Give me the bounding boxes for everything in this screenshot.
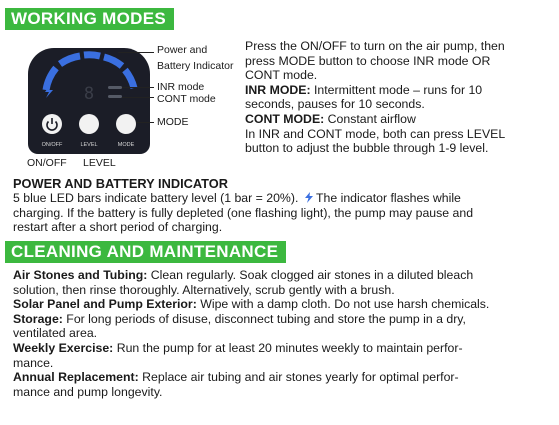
working-modes-banner bbox=[5, 8, 174, 30]
air-stones-line-2: solution, then rinse thoroughly. Alternatively, scrub gently with a brush. bbox=[13, 282, 395, 297]
leader-inr bbox=[122, 87, 154, 88]
level-callout: LEVEL bbox=[83, 157, 116, 169]
working-modes-title: WORKING MODES bbox=[11, 9, 167, 28]
leader-power-battery bbox=[118, 52, 154, 53]
cont-mode-callout: CONT mode bbox=[157, 93, 216, 105]
storage-label: Storage: bbox=[13, 311, 63, 326]
control-panel-graphic bbox=[28, 48, 150, 154]
solar-panel-text-1: Wipe with a damp cloth. Do not use harsh chemicals. bbox=[196, 297, 490, 312]
cont-mode-line-2: In INR and CONT mode, both can press LEVEL bbox=[245, 126, 506, 141]
storage-line-1 bbox=[13, 312, 553, 327]
working-modes-description bbox=[245, 39, 555, 156]
cleaning-maintenance-description bbox=[13, 268, 553, 399]
cont-mode-line-3: button to adjust the bubble through 1-9 level. bbox=[245, 141, 489, 156]
led-bar-5 bbox=[125, 70, 134, 88]
pump-control-panel-illustration bbox=[28, 48, 150, 154]
storage-line-2: ventilated area. bbox=[13, 326, 98, 341]
power-battery-line-2: charging. If the battery is fully depleted (one flashing light), the pump may pause and bbox=[13, 205, 474, 220]
power-battery-heading: POWER AND BATTERY INDICATOR bbox=[13, 176, 228, 191]
cleaning-maintenance-banner bbox=[5, 241, 286, 263]
cont-indicator bbox=[108, 95, 122, 98]
cleaning-maintenance-title: CLEANING AND MAINTENANCE bbox=[11, 242, 279, 261]
intro-line-1: Press the ON/OFF to turn on the air pump, then bbox=[245, 39, 505, 53]
cont-mode-text-1: Constant airflow bbox=[324, 111, 416, 126]
weekly-exercise-label: Weekly Exercise: bbox=[13, 340, 114, 355]
leader-cont bbox=[122, 97, 154, 98]
leader-mode bbox=[136, 122, 154, 123]
mode-button[interactable] bbox=[116, 114, 136, 134]
inr-mode-label: INR MODE: bbox=[245, 82, 311, 97]
annual-replacement-line-2: mance and pump longevity. bbox=[13, 384, 163, 399]
solar-panel-line-1 bbox=[13, 297, 553, 312]
power-battery-description bbox=[13, 191, 553, 235]
mode-button-caption: MODE bbox=[117, 142, 135, 148]
onoff-button-caption: ON/OFF bbox=[41, 142, 63, 148]
intro-line-3: CONT mode. bbox=[245, 68, 318, 83]
led-bar-4 bbox=[104, 57, 122, 66]
inr-mode-callout: INR mode bbox=[157, 81, 205, 93]
led-bar-1 bbox=[46, 68, 56, 90]
power-battery-callout bbox=[157, 44, 233, 73]
cont-mode-label: CONT MODE: bbox=[245, 111, 325, 126]
solar-panel-label: Solar Panel and Pump Exterior: bbox=[13, 297, 197, 312]
power-battery-callout-line1: Power and bbox=[157, 44, 208, 56]
air-stones-text-1: Clean regularly. Soak clogged air stones in a diluted bleach bbox=[147, 268, 474, 282]
inr-mode-line-1 bbox=[245, 83, 555, 98]
air-stones-label: Air Stones and Tubing: bbox=[13, 268, 148, 282]
weekly-exercise-line-2: mance. bbox=[13, 355, 54, 370]
inr-indicator bbox=[108, 86, 122, 89]
mode-callout: MODE bbox=[157, 116, 189, 128]
storage-text-1: For long periods of disuse, disconnect tubing and store the pump in a dry, bbox=[62, 311, 466, 326]
annual-replacement-label: Annual Replacement: bbox=[13, 370, 139, 385]
digit-display: 8 bbox=[83, 84, 95, 104]
power-battery-text-1b: The indicator flashes while bbox=[312, 191, 461, 205]
air-stones-line-1 bbox=[13, 268, 553, 283]
weekly-exercise-text-1: Run the pump for at least 20 minutes weekly to maintain perfor- bbox=[113, 340, 463, 355]
level-button-caption: LEVEL bbox=[80, 142, 98, 148]
inr-mode-line-2: seconds, pauses for 10 seconds. bbox=[245, 97, 425, 112]
power-battery-callout-line2: Battery Indicator bbox=[157, 60, 234, 72]
power-battery-text-1a: 5 blue LED bars indicate battery level (1 bar = 20%). bbox=[13, 191, 299, 205]
power-battery-line-1 bbox=[13, 191, 553, 206]
level-button[interactable] bbox=[79, 114, 99, 134]
power-battery-line-3: restart after a short period of charging. bbox=[13, 220, 223, 235]
charging-bolt-icon bbox=[305, 192, 313, 203]
led-bar-2 bbox=[60, 56, 80, 64]
annual-replacement-text-1: Replace air tubing and air stones yearly for optimal perfor- bbox=[138, 370, 459, 385]
intro-line-2: press MODE button to choose INR mode OR bbox=[245, 53, 491, 68]
cont-mode-line-1 bbox=[245, 112, 555, 127]
annual-replacement-line-1 bbox=[13, 370, 553, 385]
weekly-exercise-line-1 bbox=[13, 341, 553, 356]
led-bar-3 bbox=[84, 55, 100, 56]
onoff-callout: ON/OFF bbox=[27, 157, 67, 169]
inr-mode-text-1: Intermittent mode – runs for 10 bbox=[310, 82, 483, 97]
